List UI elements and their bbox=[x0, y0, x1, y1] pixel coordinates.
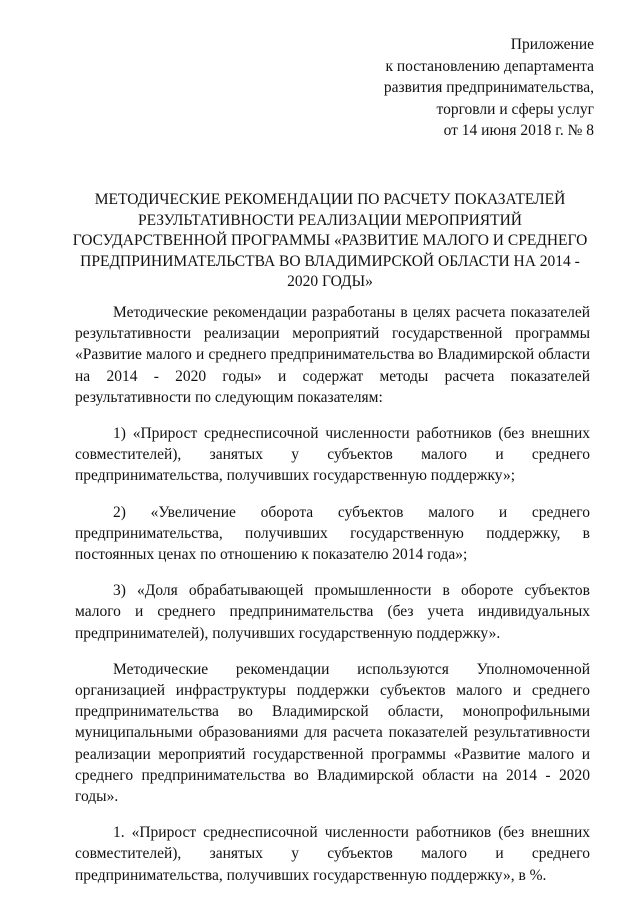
title-line: МЕТОДИЧЕСКИЕ РЕКОМЕНДАЦИИ ПО РАСЧЕТУ ПОКАЗАТЕЛЕЙ bbox=[94, 191, 566, 208]
paragraph-intro: Методические рекомендации разработаны в целях расчета показателей результативности реализации мероприятий государственной программы «Развитие малого и среднего предпринимательства во Владимирской области на 2014 - 2020 годы» и содержат методы расчета показателей результативности по следующим показателям: bbox=[75, 304, 590, 406]
paragraph-indicator-1: 1) «Прирост среднесписочной численности работников (без внешних совместителей), занятых у субъектов малого и среднего предпринимательства, получивших государственную поддержку»; bbox=[75, 425, 590, 485]
appendix-line: к постановлению департамента bbox=[385, 57, 594, 75]
appendix-line: от 14 июня 2018 г. № 8 bbox=[443, 122, 594, 139]
appendix-line: развития предпринимательства, bbox=[383, 79, 594, 96]
document-title bbox=[70, 190, 590, 293]
title-line: 2020 ГОДЫ» bbox=[287, 273, 373, 290]
appendix-line: Приложение bbox=[510, 36, 594, 53]
appendix-header bbox=[384, 34, 594, 142]
paragraph-section-1: 1. «Прирост среднесписочной численности работников (без внешних совместителей), занятых у субъектов малого и среднего предпринимательства, получивших государственную поддержку», в %. bbox=[75, 824, 590, 884]
document-body bbox=[75, 302, 590, 886]
paragraph-indicator-2: 2) «Увеличение оборота субъектов малого и среднего предпринимательства, получивших государственную поддержку, в постоянных ценах по отношению к показателю 2014 года»; bbox=[75, 503, 590, 564]
paragraph-usage: Методические рекомендации используются Уполномоченной организацией инфраструктуры поддержки субъектов малого и среднего предпринимательства во Владимирской области, монопрофильными муниципальными образованиями для расчета показателей результативности реализации мероприятий государственной программы «Развитие малого и среднего предпринимательства во Владимирской области на 2014 - 2020 годы». bbox=[75, 660, 590, 806]
title-line: ПРЕДПРИНИМАТЕЛЬСТВА ВО ВЛАДИМИРСКОЙ ОБЛАСТИ НА 2014 - bbox=[80, 252, 580, 270]
title-line: РЕЗУЛЬТАТИВНОСТИ РЕАЛИЗАЦИИ МЕРОПРИЯТИЙ bbox=[138, 211, 522, 229]
paragraph-indicator-3: 3) «Доля обрабатывающей промышленности в обороте субъектов малого и среднего предпринимательства (без учета индивидуальных предпринимателей), получивших государственную поддержку». bbox=[75, 582, 590, 642]
appendix-line: торговли и сферы услуг bbox=[436, 100, 594, 118]
title-line: ГОСУДАРСТВЕННОЙ ПРОГРАММЫ «РАЗВИТИЕ МАЛОГО И СРЕДНЕГО bbox=[72, 232, 588, 249]
